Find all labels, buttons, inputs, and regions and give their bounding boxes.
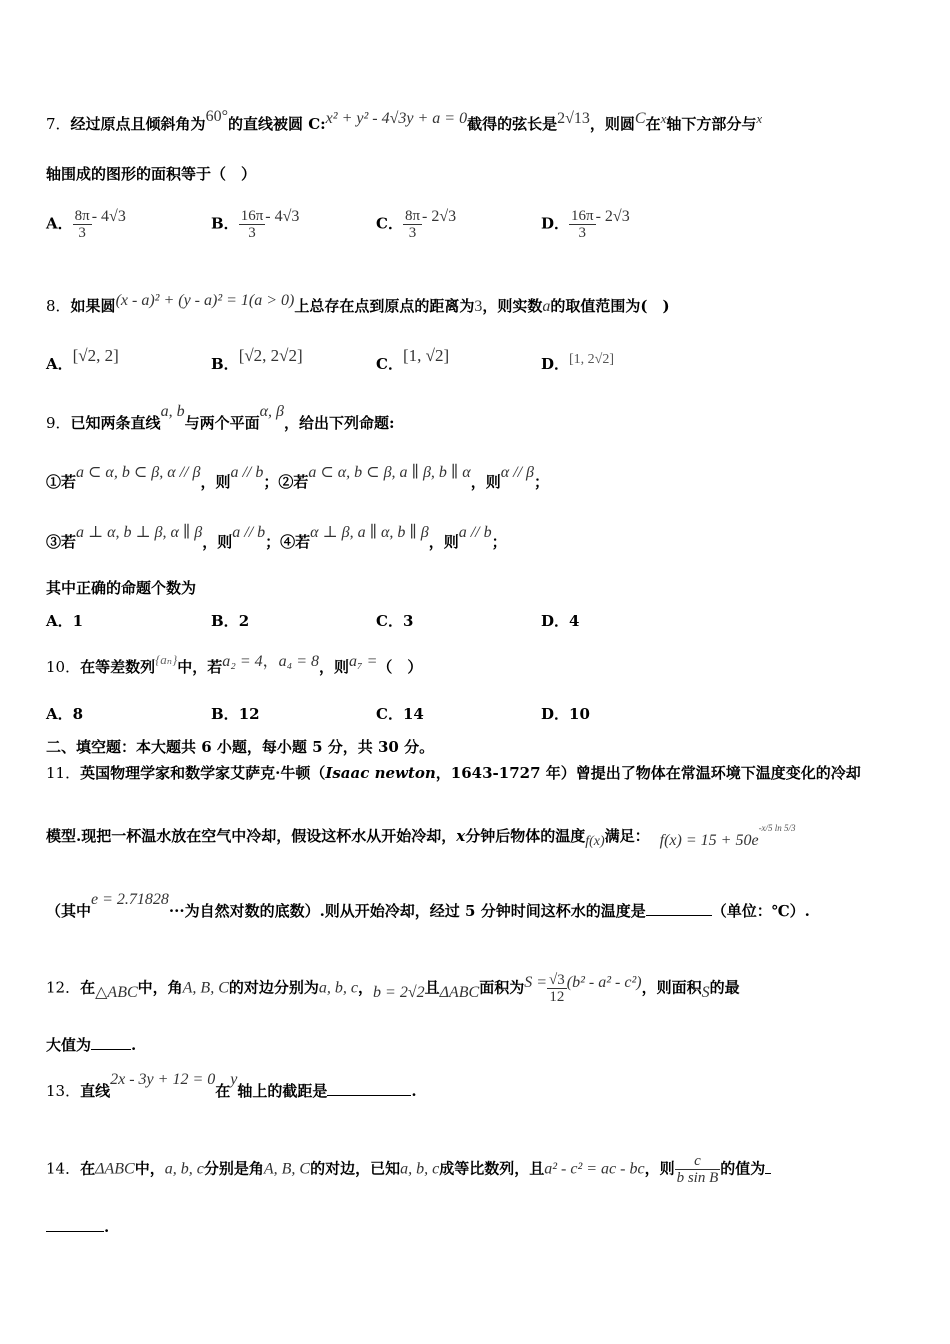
q11-text: 分钟后物体的温度 [465, 827, 586, 845]
option-label: B． [211, 612, 239, 630]
q12-text: 大值为 [46, 1036, 92, 1054]
option-fraction [73, 208, 92, 241]
q12-text: 且 [424, 978, 440, 997]
q11-exponent: -x/5 ln 5/3 [758, 823, 796, 833]
q7-option-a[interactable] [46, 208, 126, 241]
q7-option-b[interactable] [211, 208, 299, 241]
option-label: A． [46, 705, 73, 723]
q14-text: 的值为 [720, 1159, 766, 1178]
frac-den: 3 [408, 225, 417, 241]
q11-fx: f(x) [585, 834, 605, 849]
q12-s: S [701, 983, 710, 1001]
q12-answer-blank[interactable] [91, 1035, 131, 1050]
q12-number: 12． [46, 978, 81, 997]
q14-text: 在 [80, 1159, 96, 1178]
q11-text: 满足： [604, 827, 650, 845]
option-value: 2 [238, 612, 250, 630]
q9-option-b[interactable] [211, 611, 249, 631]
q14-text: ，则 [644, 1159, 675, 1178]
q9-p1-condition: a ⊂ α, b ⊂ β, α // β [76, 464, 201, 481]
q9-text: 与两个平面 [184, 414, 260, 432]
q8-option-d[interactable] [541, 354, 614, 376]
q7-angle: 60° [205, 108, 228, 125]
q11-formula: f(x) = 15 + 50e [659, 832, 759, 849]
q13-text: 轴上的截距是 [237, 1082, 328, 1100]
q14-fraction [675, 1153, 721, 1186]
option-fraction [569, 208, 596, 241]
q14-text: 成等比数列，且 [439, 1159, 545, 1178]
q11-text: （其中 [46, 902, 92, 920]
q14-answer-blank[interactable] [46, 1217, 104, 1232]
q11-text: ，1643-1727 年）曾提出了物体在常温环境下温度变化的冷却 [435, 764, 861, 782]
q12-text: 在 [80, 978, 96, 997]
option-label: D． [541, 355, 570, 373]
option-value: 10 [569, 705, 590, 723]
q10-option-b[interactable] [211, 704, 260, 724]
q7-line2: 轴围成的图形的面积等于（ ） [46, 165, 257, 183]
q10-cond2: a₄ = 8 [278, 653, 320, 670]
q9-line1 [46, 403, 395, 434]
q14-text: . [104, 1218, 110, 1236]
q13-answer-blank[interactable] [327, 1081, 411, 1096]
q12-s-lhs: S = [524, 973, 548, 991]
q7-text: 轴下方部分与 [666, 115, 757, 133]
q9-text: ①若 [46, 473, 77, 491]
q12-triangle: ΔABC [439, 983, 480, 1001]
q11-text: 模型.现把一杯温水放在空气中冷却，假设这杯水从开始冷却， [46, 827, 457, 845]
option-rest: - 2√3 [422, 207, 457, 225]
q8-text: 如果圆 [70, 297, 116, 315]
q10-option-c[interactable] [376, 704, 424, 724]
option-label: D． [541, 612, 570, 630]
q14-line2 [46, 1217, 109, 1237]
q12-fraction [547, 972, 567, 1005]
q7-text: 截得的弦长是 [467, 115, 558, 133]
q12-angles: A, B, C [182, 979, 229, 997]
q10-text: 中，若 [177, 658, 223, 676]
q9-text: ，则 [202, 533, 233, 551]
frac-den: 12 [549, 989, 565, 1005]
q11-text: （单位：℃）. [711, 902, 810, 920]
q14-sides: a, b, c [164, 1160, 204, 1178]
frac-num: c [675, 1153, 721, 1170]
q11-answer-blank[interactable] [646, 901, 712, 916]
q14-text: 分别是角 [203, 1159, 264, 1178]
option-rest: - 2√3 [595, 207, 630, 225]
q10-text: ，则 [319, 658, 350, 676]
q9-p3-condition: a ⊥ α, b ⊥ β, α ∥ β [76, 524, 203, 541]
option-label: D． [541, 705, 570, 723]
q9-text: ③若 [46, 533, 77, 551]
option-value: 1 [72, 612, 84, 630]
option-value: [1, 2√2] [569, 352, 615, 367]
q11-line1 [46, 763, 861, 783]
q14-answer-blank-start[interactable] [765, 1159, 771, 1174]
q8-a: a [542, 298, 551, 315]
q12-triangle: △ABC [95, 983, 138, 1001]
option-value: 12 [238, 705, 260, 723]
q9-text: ； [533, 473, 549, 491]
q7-x: x [756, 111, 763, 126]
q12-b-value: b = 2√2 [373, 983, 425, 1001]
q14-sides: a, b, c [400, 1160, 440, 1178]
q10-option-a[interactable] [46, 704, 83, 724]
q9-option-d[interactable] [541, 611, 579, 631]
q12-s-rhs: (b² - a² - c²) [566, 973, 642, 991]
q12-text: 中，角 [137, 978, 183, 997]
q9-p4-result: a // b [458, 524, 492, 541]
option-label: A． [46, 612, 73, 630]
q10-text: 在等差数列 [80, 658, 156, 676]
q13-text: 在 [215, 1082, 231, 1100]
q11-line2 [46, 823, 796, 849]
option-label: B． [211, 214, 239, 233]
q13-number: 13． [46, 1082, 81, 1100]
q8-circle-equation: (x - a)² + (y - a)² = 1(a > 0) [115, 292, 295, 309]
frac-num: 16π [571, 208, 594, 224]
q7-number: 7． [46, 115, 71, 133]
q7-line1 [46, 108, 763, 135]
q8-line1 [46, 292, 670, 317]
q9-question: 其中正确的命题个数为 [46, 579, 197, 597]
q8-text: 的取值范围为( ) [550, 297, 670, 315]
q8-text: ，则实数 [482, 297, 543, 315]
q10-target: a₇ = [349, 653, 378, 670]
q14-line1 [46, 1153, 771, 1186]
q8-option-c[interactable] [376, 346, 450, 374]
q9-p4-condition: α ⊥ β, a ∥ α, b ∥ β [310, 524, 429, 541]
q9-text: ；②若 [263, 473, 309, 491]
q7-option-c[interactable] [376, 208, 456, 241]
q12-text: 面积为 [479, 978, 525, 997]
q9-text: ，则 [428, 533, 459, 551]
q11-text: 英国物理学家和数学家艾萨克·牛顿（ [80, 764, 326, 782]
q14-triangle: ΔABC [95, 1160, 135, 1178]
q12-line2 [46, 1035, 136, 1055]
q14-condition: a² - c² = ac - bc [544, 1160, 645, 1178]
frac-num: 8π [74, 208, 90, 224]
option-value: 14 [402, 705, 424, 723]
option-value: 8 [72, 705, 84, 723]
q11-number: 11． [46, 764, 81, 782]
q12-text: 的对边分别为 [228, 978, 319, 997]
q7-text: 经过原点且倾斜角为 [70, 115, 206, 133]
q13-y: y [230, 1071, 238, 1088]
q11-text: ···为自然对数的底数）.则从开始冷却，经过 5 分钟时间这杯水的温度是 [168, 902, 646, 920]
q11-x: x [456, 827, 466, 845]
q11-name: Isaac newton [325, 764, 436, 782]
option-label: C． [376, 612, 403, 630]
q13-text: . [411, 1082, 417, 1100]
option-label: C． [376, 705, 403, 723]
q8-option-a[interactable] [46, 346, 119, 374]
q9-p3-result: a // b [232, 524, 266, 541]
option-label: C． [376, 214, 403, 233]
q7-text: 在 [645, 115, 661, 133]
q13-line1 [46, 1071, 417, 1102]
q8-text: 上总存在点到原点的距离为 [294, 297, 475, 315]
q7-x: x [660, 111, 667, 126]
q9-text: ，给出下列命题: [283, 414, 395, 432]
q13-line-equation: 2x - 3y + 12 = 0 [110, 1071, 216, 1088]
q9-option-c[interactable] [376, 611, 413, 631]
q9-p1-result: a // b [230, 464, 264, 481]
q9-line3 [46, 524, 507, 553]
q12-line1 [46, 972, 740, 1005]
option-label: B． [211, 705, 239, 723]
q10-number: 10． [46, 658, 81, 676]
frac-den: 3 [578, 225, 587, 241]
option-value: [√2, 2] [72, 346, 119, 365]
q11-e-value: e = 2.71828 [91, 891, 169, 908]
q9-text: ，则 [470, 473, 501, 491]
option-value: [1, √2] [402, 346, 450, 365]
q7-circle-equation: x² + y² - 4√3y + a = 0 [325, 110, 468, 127]
option-label: B． [211, 355, 239, 373]
option-label: A． [46, 355, 73, 373]
option-label: A． [46, 214, 73, 233]
q14-text: 的对边，已知 [310, 1159, 401, 1178]
q9-option-a[interactable] [46, 611, 83, 631]
q9-number: 9． [46, 414, 71, 432]
option-fraction [403, 208, 422, 241]
q12-text: ，则面积 [641, 978, 702, 997]
option-label: C． [376, 355, 403, 373]
q9-text: ，则 [200, 473, 231, 491]
q12-text: ， [358, 978, 374, 997]
q9-lines: a, b [160, 403, 185, 420]
q10-line1 [46, 652, 423, 678]
q10-cond1: a₂ = 4 [222, 653, 263, 670]
frac-num: √3 [549, 972, 565, 988]
q10-sequence: {aₙ} [155, 652, 178, 667]
q9-p2-result: α // β [500, 464, 534, 481]
q10-comma: ， [262, 653, 279, 670]
q8-number: 8． [46, 297, 71, 315]
frac-num: 8π [404, 208, 421, 224]
q14-text: 中， [134, 1159, 165, 1178]
q14-angles: A, B, C [263, 1160, 311, 1178]
q12-text: 的最 [709, 978, 740, 997]
q9-text: ；④若 [265, 533, 311, 551]
q12-text: . [131, 1036, 137, 1054]
option-rest: - 4√3 [91, 207, 126, 225]
q14-number: 14． [46, 1159, 81, 1178]
frac-den: b sin B [676, 1170, 719, 1186]
q9-line2 [46, 464, 549, 493]
q9-text: 已知两条直线 [70, 414, 161, 432]
frac-den: 3 [248, 225, 256, 241]
frac-num: 16π [240, 208, 264, 224]
option-rest: - 4√3 [265, 207, 300, 225]
q8-option-b[interactable] [211, 346, 303, 374]
q7-option-d[interactable] [541, 208, 630, 241]
option-value: 4 [569, 612, 580, 630]
q9-text: ； [491, 533, 507, 551]
q12-sides: a, b, c [318, 979, 358, 997]
q10-text: （ ） [377, 658, 423, 676]
q13-text: 直线 [80, 1082, 111, 1100]
q7-text: ，则圆 [589, 115, 635, 133]
q9-planes: α, β [259, 403, 284, 420]
q11-line3 [46, 891, 810, 922]
option-label: D． [541, 214, 570, 233]
q8-distance: 3 [474, 298, 483, 315]
q10-option-d[interactable] [541, 704, 590, 724]
frac-den: 3 [78, 225, 86, 241]
option-fraction [239, 208, 266, 241]
q7-c: C [634, 110, 646, 127]
q7-text: 的直线被圆 C: [227, 115, 326, 133]
option-value: [√2, 2√2] [238, 346, 303, 365]
q7-chord: 2√13 [557, 110, 590, 127]
section-2-title: 二、填空题：本大题共 6 小题，每小题 5 分，共 30 分。 [46, 738, 435, 756]
option-value: 3 [402, 612, 414, 630]
q9-p2-condition: a ⊂ α, b ⊂ β, a ∥ β, b ∥ α [308, 464, 471, 481]
